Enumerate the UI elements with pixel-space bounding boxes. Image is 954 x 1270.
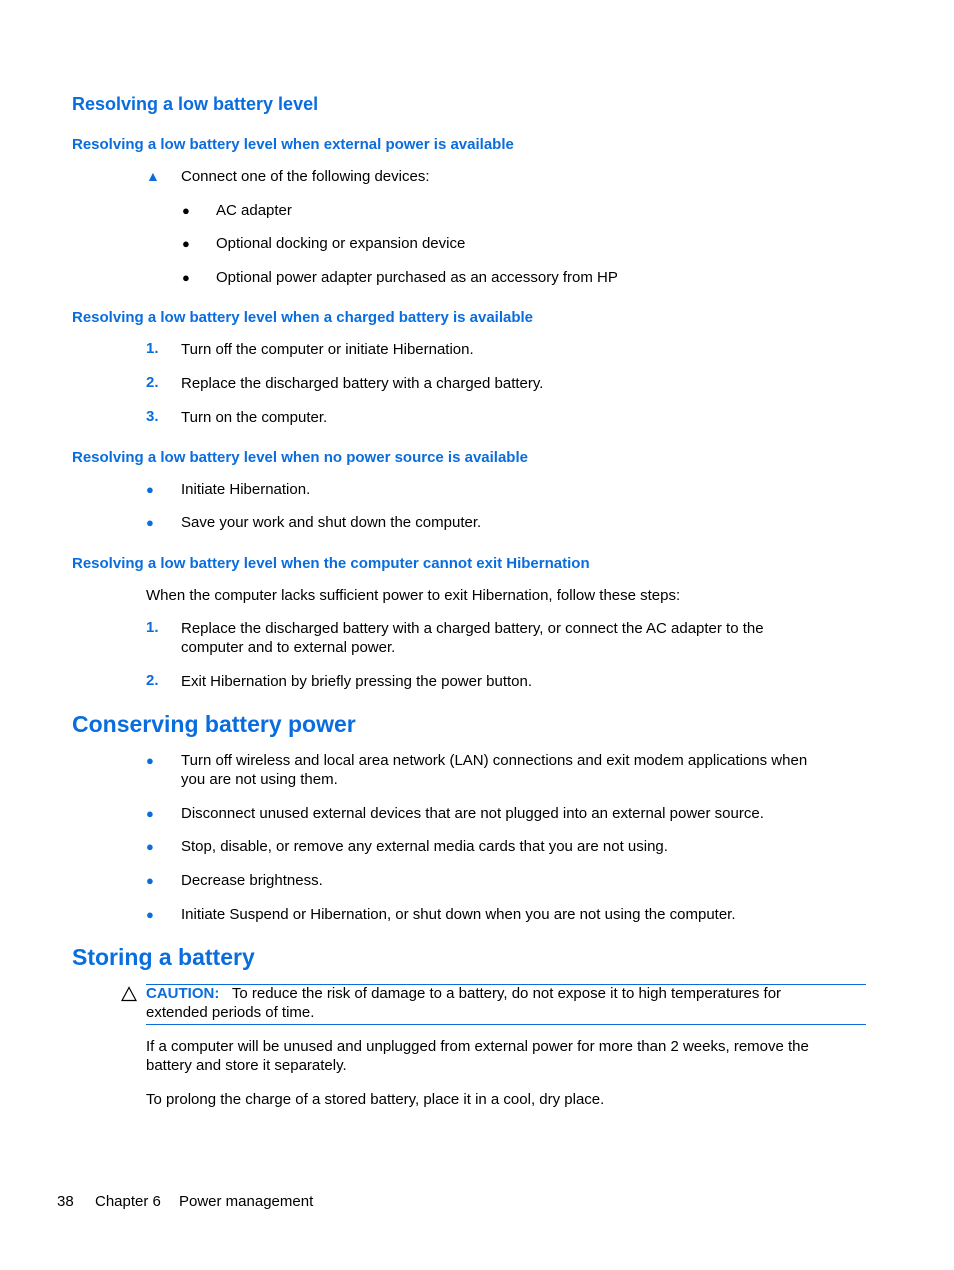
section-title-storing: Storing a battery — [72, 944, 255, 970]
step-number: 2. — [146, 672, 159, 689]
paragraph: If a computer will be unused and unplugged from external power for more than 2 weeks, remove the — [146, 1038, 809, 1055]
list-item: AC adapter — [216, 202, 292, 219]
bullet-icon: ● — [146, 907, 154, 922]
list-item: Optional power adapter purchased as an accessory from HP — [216, 269, 618, 286]
step-number: 1. — [146, 340, 159, 357]
caution-text-continued: extended periods of time. — [146, 1004, 315, 1021]
list-item: Initiate Hibernation. — [181, 481, 311, 498]
step-text: Turn off the computer or initiate Hibernation. — [181, 341, 474, 358]
step-text: Replace the discharged battery with a charged battery, or connect the AC adapter to the — [181, 620, 764, 637]
bullet-icon: ● — [146, 806, 154, 821]
list-item: Optional docking or expansion device — [216, 235, 466, 252]
step-text: Exit Hibernation by briefly pressing the power button. — [181, 673, 533, 690]
list-item: Stop, disable, or remove any external media cards that you are not using. — [181, 838, 668, 855]
step-text: Turn on the computer. — [181, 409, 328, 426]
bullet-icon: ● — [146, 482, 154, 497]
subsection-title-cannot-exit: Resolving a low battery level when the computer cannot exit Hibernation — [72, 555, 590, 572]
list-item: Initiate Suspend or Hibernation, or shut down when you are not using the computer. — [181, 906, 736, 923]
step-text: Replace the discharged battery with a charged battery. — [181, 375, 544, 392]
triangle-marker: ▲ — [146, 168, 160, 184]
bullet-icon: ● — [182, 236, 190, 251]
paragraph: To prolong the charge of a stored battery, place it in a cool, dry place. — [146, 1091, 605, 1108]
footer-chapter: Chapter 6 — [95, 1193, 161, 1210]
subsection-title-charged-battery: Resolving a low battery level when a charged battery is available — [72, 309, 534, 326]
paragraph: When the computer lacks sufficient power to exit Hibernation, follow these steps: — [146, 587, 681, 604]
step-text: Connect one of the following devices: — [181, 168, 430, 185]
step-number: 2. — [146, 374, 159, 391]
bullet-icon: ● — [146, 515, 154, 530]
list-item: Disconnect unused external devices that are not plugged into an external power source. — [181, 805, 764, 822]
list-item: Turn off wireless and local area network (LAN) connections and exit modem applications when — [181, 752, 808, 769]
bullet-icon: ● — [182, 203, 190, 218]
step-text-continued: computer and to external power. — [181, 639, 396, 656]
list-item: Decrease brightness. — [181, 872, 323, 889]
subsection-title-external-power: Resolving a low battery level when external power is available — [72, 136, 514, 153]
caution-label: CAUTION: — [146, 985, 220, 1002]
page-number: 38 — [57, 1193, 74, 1210]
bullet-icon: ● — [182, 270, 190, 285]
list-item-continued: you are not using them. — [181, 771, 338, 788]
step-number: 3. — [146, 408, 159, 425]
caution-line — [146, 984, 781, 1003]
caution-text: To reduce the risk of damage to a battery, do not expose it to high temperatures for — [231, 985, 782, 1002]
subsection-title-no-power: Resolving a low battery level when no power source is available — [72, 449, 528, 466]
paragraph-continued: battery and store it separately. — [146, 1057, 347, 1074]
bullet-icon: ● — [146, 873, 154, 888]
list-item: Save your work and shut down the computer. — [181, 514, 482, 531]
footer-chapter-title: Power management — [179, 1193, 314, 1210]
step-number: 1. — [146, 619, 159, 636]
bullet-icon: ● — [146, 839, 154, 854]
section-title-conserving: Conserving battery power — [72, 711, 356, 737]
section-title-low-battery: Resolving a low battery level — [72, 94, 319, 114]
bullet-icon: ● — [146, 753, 154, 768]
warning-triangle-icon — [121, 986, 137, 1002]
